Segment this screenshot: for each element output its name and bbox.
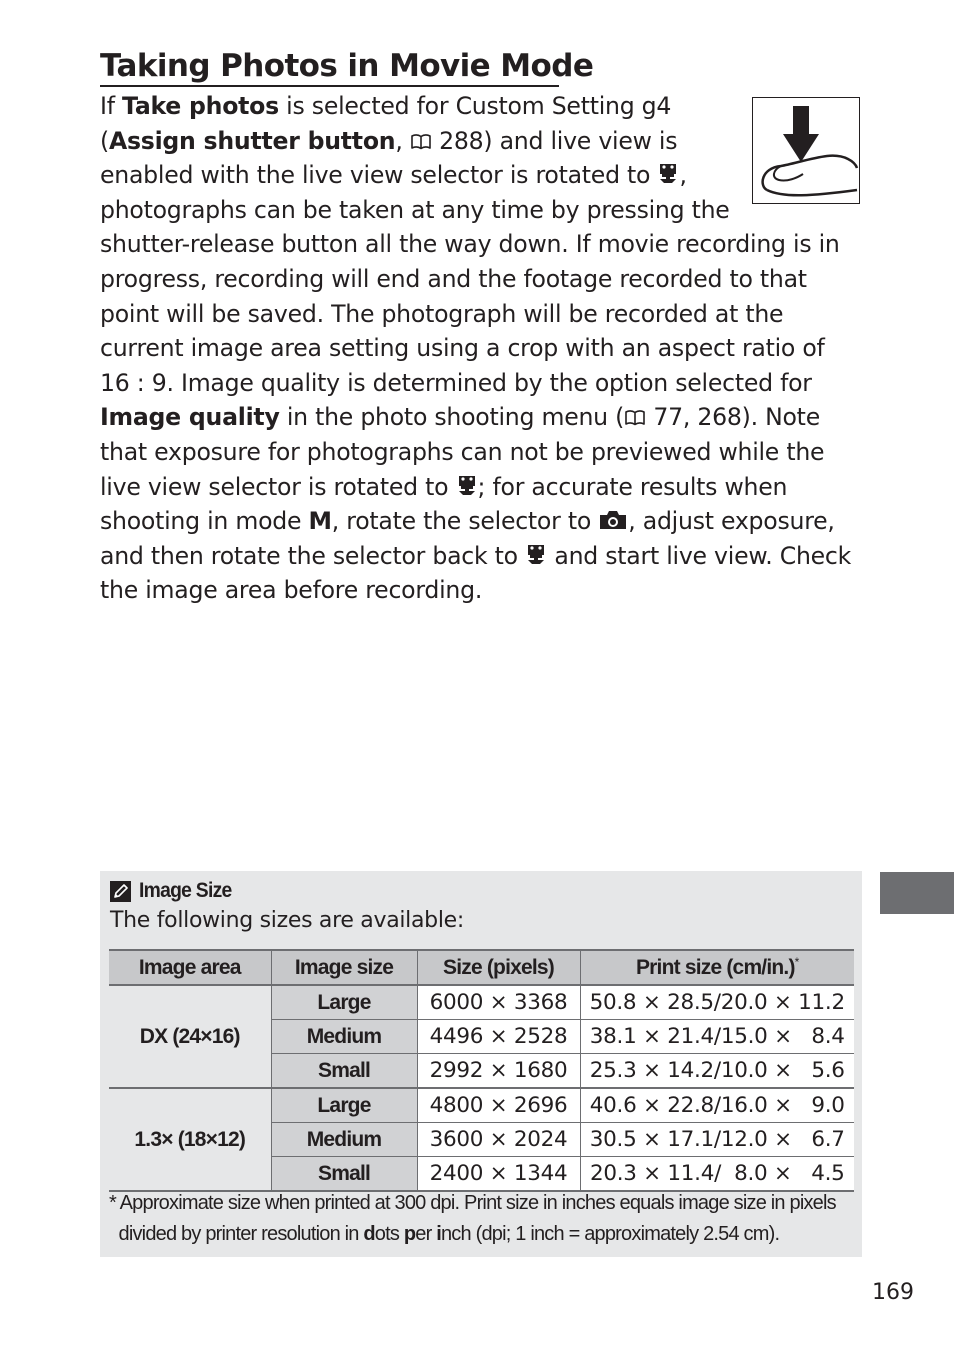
paragraph-line <box>100 470 787 507</box>
title-underline <box>100 85 559 87</box>
image-size-note <box>100 871 862 1257</box>
text-run: live view selector is rotated to <box>100 472 456 501</box>
pixels-cell: 2992 × 1680 <box>417 1054 580 1089</box>
text-run: 77, 268). Note <box>646 403 820 432</box>
text-run: in the photo shooting menu ( <box>279 403 625 432</box>
shutter-press-icon <box>753 98 859 203</box>
image-size-cell: Large <box>271 1088 417 1123</box>
pixels-cell: 4800 × 2696 <box>417 1088 580 1123</box>
text-run: enabled with the live view selector is rotated to <box>100 161 658 190</box>
paragraph-line <box>100 297 783 332</box>
image-size-cell: Small <box>271 1157 417 1192</box>
pixels-cell: 3600 × 2024 <box>417 1123 580 1157</box>
column-header: Size (pixels) <box>417 950 580 985</box>
text-run: 16 : 9. Image quality is determined by the option selected for <box>100 368 812 397</box>
text-run: and start live view. Check <box>547 541 852 570</box>
bold-term: M <box>308 507 332 536</box>
page-number: 169 <box>872 1280 914 1305</box>
print-size-cell: 30.5 × 17.1/12.0 × 6.7 <box>580 1123 854 1157</box>
print-size-cell: 20.3 × 11.4/ 8.0 × 4.5 <box>580 1157 854 1192</box>
pencil-icon <box>110 881 131 902</box>
bold-term: Take photos <box>122 92 279 120</box>
text-run: that exposure for photographs can not be previewed while the <box>100 438 825 466</box>
bold-term: Assign shutter button <box>108 126 396 155</box>
paragraph-line <box>100 400 820 437</box>
movie-icon <box>525 541 547 576</box>
text-run: current image area setting using a crop with an aspect ratio of <box>100 334 825 363</box>
paragraph-line <box>100 573 482 608</box>
pixels-cell: 6000 × 3368 <box>417 985 580 1020</box>
print-size-cell: 38.1 × 21.4/15.0 × 8.4 <box>580 1020 854 1054</box>
paragraph-line <box>100 435 824 470</box>
footnote-line <box>109 1188 836 1219</box>
text-run: * Approximate size when printed at 300 dpi. Print size in inches equals image size in pixels <box>109 1192 836 1214</box>
column-header: Image size <box>271 950 417 985</box>
text-run: er <box>415 1223 437 1245</box>
note-header <box>110 879 240 903</box>
print-size-cell: 50.8 × 28.5/20.0 × 11.2 <box>580 985 854 1020</box>
image-area-cell: 1.3× (18×12) <box>109 1088 271 1191</box>
bold-term: p <box>403 1223 416 1245</box>
camera-icon <box>598 506 628 541</box>
book-icon <box>624 402 646 437</box>
movie-icon <box>657 160 679 195</box>
table-row <box>109 985 854 1020</box>
section-thumb-tab <box>880 872 954 914</box>
print-size-cell: 40.6 × 22.8/16.0 × 9.0 <box>580 1088 854 1123</box>
image-size-cell: Medium <box>271 1020 417 1054</box>
text-run: , rotate the selector to <box>331 507 599 536</box>
text-run: the image area before recording. <box>100 576 483 605</box>
text-run: 288) and live view is <box>431 126 678 155</box>
pixels-cell: 2400 × 1344 <box>417 1157 580 1192</box>
text-run: ( <box>100 126 109 155</box>
text-run: , adjust exposure, <box>628 507 835 536</box>
table-row <box>109 1088 854 1123</box>
text-run: photographs can be taken at any time by pressing the <box>100 195 730 224</box>
text-run: and then rotate the selector back to <box>100 541 526 570</box>
paragraph-line <box>100 227 840 262</box>
column-header-label: Print size (cm/in.) <box>635 956 795 979</box>
paragraph-line <box>100 504 835 541</box>
paragraph-line <box>100 193 730 228</box>
book-icon <box>410 126 432 161</box>
footnote-line <box>109 1219 836 1250</box>
text-run: divided by printer resolution in <box>109 1223 364 1245</box>
table-header-row <box>109 950 854 985</box>
page-title: Taking Photos in Movie Mode <box>100 48 594 84</box>
text-run: progress, recording will end and the footage recorded to that <box>100 265 807 293</box>
text-run: point will be saved. The photograph will be recorded at the <box>100 299 784 328</box>
note-intro: The following sizes are available: <box>110 908 465 933</box>
image-size-cell: Medium <box>271 1123 417 1157</box>
print-size-cell: 25.3 × 14.2/10.0 × 5.6 <box>580 1054 854 1089</box>
pixels-cell: 4496 × 2528 <box>417 1020 580 1054</box>
text-run: shooting in mode <box>100 507 309 536</box>
bold-term: i <box>436 1223 441 1245</box>
paragraph-line <box>100 158 687 195</box>
paragraph-line <box>100 366 812 401</box>
text-run: If <box>100 92 123 120</box>
text-run: , <box>395 126 410 155</box>
paragraph-line <box>100 539 851 576</box>
paragraph-line <box>100 89 671 124</box>
text-run: nch (dpi; 1 inch = approximately 2.54 cm). <box>440 1223 780 1245</box>
column-header: Image area <box>109 950 271 985</box>
movie-icon <box>456 472 478 507</box>
column-header <box>580 950 854 985</box>
image-size-cell: Small <box>271 1054 417 1089</box>
text-run: is selected for Custom Setting g4 <box>278 92 672 120</box>
bold-term: Image quality <box>100 403 280 432</box>
bold-term: d <box>363 1223 375 1245</box>
paragraph-line <box>100 124 677 161</box>
table-footnote <box>109 1188 836 1250</box>
image-size-cell: Large <box>271 985 417 1020</box>
text-run: shutter-release button all the way down. If movie recording is in <box>100 230 840 259</box>
paragraph-line <box>100 331 825 366</box>
image-area-cell: DX (24×16) <box>109 985 271 1088</box>
footnote-marker: * <box>794 955 799 969</box>
paragraph-line <box>100 262 807 297</box>
image-size-table <box>109 949 854 1192</box>
shutter-illustration <box>752 97 860 204</box>
text-run: ; for accurate results when <box>477 472 788 501</box>
text-run: ots <box>374 1223 404 1245</box>
note-heading: Image Size <box>139 879 232 902</box>
text-run: , <box>679 161 687 190</box>
